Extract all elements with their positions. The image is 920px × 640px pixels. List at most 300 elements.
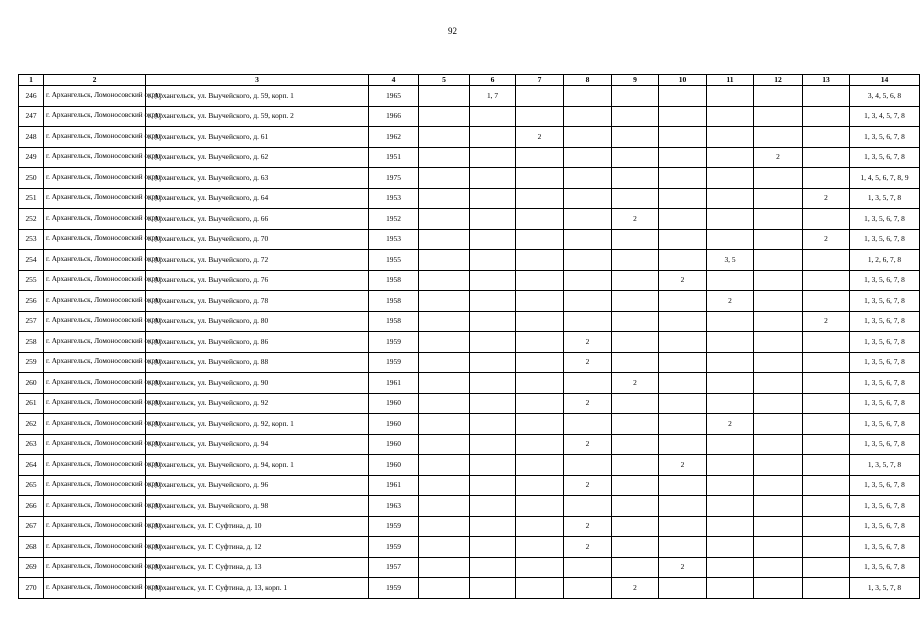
year-cell: 1963: [369, 496, 419, 517]
year-cell: 1962: [369, 127, 419, 148]
row-number-cell: 259: [19, 352, 44, 373]
table-row: [19, 475, 920, 496]
row-number-cell: 254: [19, 250, 44, 271]
table-row: [19, 168, 920, 189]
col-9-cell: [612, 332, 659, 353]
col-10-cell: [659, 106, 707, 127]
year-cell: 1961: [369, 475, 419, 496]
column-number-row: [19, 75, 920, 86]
col-9-cell: [612, 311, 659, 332]
housing-register-table: [18, 74, 920, 599]
year-cell: 1958: [369, 270, 419, 291]
district-cell: г. Архангельск, Ломоносовский округ: [44, 147, 146, 168]
year-cell: 1958: [369, 291, 419, 312]
col-8-cell: [564, 250, 612, 271]
col-7-cell: [516, 475, 564, 496]
table-row: [19, 106, 920, 127]
col-7-cell: [516, 311, 564, 332]
table-row: [19, 414, 920, 435]
col-8-cell: [564, 373, 612, 394]
col-8-cell: [564, 291, 612, 312]
col-6-cell: [470, 434, 516, 455]
col-13-cell: [803, 537, 850, 558]
row-number-cell: 265: [19, 475, 44, 496]
col-11-cell: [707, 229, 754, 250]
district-cell: г. Архангельск, Ломоносовский округ: [44, 537, 146, 558]
col-9-cell: [612, 393, 659, 414]
col-11-cell: [707, 557, 754, 578]
col-5-cell: [419, 209, 470, 230]
col-5-cell: [419, 291, 470, 312]
col-14-cell: 1, 3, 5, 6, 7, 8: [850, 311, 920, 332]
col-13-cell: [803, 127, 850, 148]
table-row: [19, 352, 920, 373]
address-cell: г. Архангельск, ул. Выучейского, д. 96: [146, 475, 369, 496]
col-5-cell: [419, 475, 470, 496]
col-11-cell: 3, 5: [707, 250, 754, 271]
row-number-cell: 260: [19, 373, 44, 394]
row-number-cell: 253: [19, 229, 44, 250]
district-cell: г. Архангельск, Ломоносовский округ: [44, 250, 146, 271]
col-13-cell: [803, 352, 850, 373]
col-7-cell: [516, 332, 564, 353]
col-11-cell: [707, 147, 754, 168]
col-6-cell: [470, 127, 516, 148]
col-8-cell: [564, 270, 612, 291]
table-row: [19, 270, 920, 291]
col-5-cell: [419, 393, 470, 414]
col-6-cell: [470, 373, 516, 394]
col-6-cell: [470, 455, 516, 476]
col-6-cell: [470, 270, 516, 291]
col-10-cell: [659, 86, 707, 107]
row-number-cell: 266: [19, 496, 44, 517]
col-10-cell: [659, 311, 707, 332]
address-cell: г. Архангельск, ул. Выучейского, д. 59, корп. 2: [146, 106, 369, 127]
col-7-cell: [516, 557, 564, 578]
address-cell: г. Архангельск, ул. Выучейского, д. 64: [146, 188, 369, 209]
col-10-cell: [659, 516, 707, 537]
col-10-cell: [659, 229, 707, 250]
col-6-cell: [470, 393, 516, 414]
col-14-cell: 1, 3, 5, 6, 7, 8: [850, 373, 920, 394]
row-number-cell: 248: [19, 127, 44, 148]
column-header: 13: [803, 75, 850, 86]
table-row: [19, 250, 920, 271]
col-10-cell: [659, 537, 707, 558]
col-12-cell: [754, 578, 803, 599]
column-header: 3: [146, 75, 369, 86]
col-12-cell: [754, 311, 803, 332]
col-8-cell: [564, 229, 612, 250]
col-9-cell: [612, 147, 659, 168]
col-10-cell: [659, 147, 707, 168]
col-9-cell: [612, 496, 659, 517]
year-cell: 1957: [369, 557, 419, 578]
col-6-cell: [470, 106, 516, 127]
col-12-cell: [754, 332, 803, 353]
col-14-cell: 1, 4, 5, 6, 7, 8, 9: [850, 168, 920, 189]
col-7-cell: [516, 352, 564, 373]
col-9-cell: [612, 229, 659, 250]
address-cell: г. Архангельск, ул. Выучейского, д. 98: [146, 496, 369, 517]
col-7-cell: [516, 455, 564, 476]
col-14-cell: 1, 3, 5, 6, 7, 8: [850, 414, 920, 435]
table-row: [19, 332, 920, 353]
col-14-cell: 1, 3, 5, 6, 7, 8: [850, 557, 920, 578]
row-number-cell: 269: [19, 557, 44, 578]
col-5-cell: [419, 414, 470, 435]
col-12-cell: [754, 393, 803, 414]
col-14-cell: 1, 3, 5, 6, 7, 8: [850, 270, 920, 291]
col-8-cell: [564, 86, 612, 107]
col-5-cell: [419, 537, 470, 558]
col-14-cell: 3, 4, 5, 6, 8: [850, 86, 920, 107]
col-10-cell: [659, 578, 707, 599]
row-number-cell: 252: [19, 209, 44, 230]
col-10-cell: 2: [659, 557, 707, 578]
col-6-cell: [470, 496, 516, 517]
district-cell: г. Архангельск, Ломоносовский округ: [44, 291, 146, 312]
col-11-cell: [707, 311, 754, 332]
col-10-cell: [659, 291, 707, 312]
col-6-cell: [470, 332, 516, 353]
col-7-cell: [516, 373, 564, 394]
col-9-cell: 2: [612, 578, 659, 599]
col-14-cell: 1, 3, 5, 6, 7, 8: [850, 291, 920, 312]
col-6-cell: [470, 147, 516, 168]
col-8-cell: [564, 127, 612, 148]
col-14-cell: 1, 2, 6, 7, 8: [850, 250, 920, 271]
row-number-cell: 258: [19, 332, 44, 353]
row-number-cell: 256: [19, 291, 44, 312]
district-cell: г. Архангельск, Ломоносовский округ: [44, 393, 146, 414]
col-7-cell: [516, 393, 564, 414]
col-11-cell: [707, 475, 754, 496]
table-row: [19, 229, 920, 250]
col-11-cell: [707, 434, 754, 455]
district-cell: г. Архангельск, Ломоносовский округ: [44, 229, 146, 250]
address-cell: г. Архангельск, ул. Г. Суфтина, д. 13, корп. 1: [146, 578, 369, 599]
row-number-cell: 257: [19, 311, 44, 332]
district-cell: г. Архангельск, Ломоносовский округ: [44, 332, 146, 353]
col-13-cell: [803, 270, 850, 291]
row-number-cell: 264: [19, 455, 44, 476]
col-13-cell: [803, 106, 850, 127]
col-14-cell: 1, 3, 5, 6, 7, 8: [850, 475, 920, 496]
col-6-cell: [470, 537, 516, 558]
col-13-cell: [803, 250, 850, 271]
col-10-cell: [659, 352, 707, 373]
column-header: 12: [754, 75, 803, 86]
address-cell: г. Архангельск, ул. Выучейского, д. 86: [146, 332, 369, 353]
col-9-cell: [612, 537, 659, 558]
col-5-cell: [419, 188, 470, 209]
col-11-cell: [707, 209, 754, 230]
row-number-cell: 268: [19, 537, 44, 558]
district-cell: г. Архангельск, Ломоносовский округ: [44, 168, 146, 189]
district-cell: г. Архангельск, Ломоносовский округ: [44, 496, 146, 517]
col-13-cell: [803, 86, 850, 107]
year-cell: 1959: [369, 537, 419, 558]
col-10-cell: 2: [659, 270, 707, 291]
col-13-cell: [803, 557, 850, 578]
district-cell: г. Архангельск, Ломоносовский округ: [44, 557, 146, 578]
district-cell: г. Архангельск, Ломоносовский округ: [44, 106, 146, 127]
col-13-cell: [803, 455, 850, 476]
col-6-cell: [470, 209, 516, 230]
year-cell: 1965: [369, 86, 419, 107]
district-cell: г. Архангельск, Ломоносовский округ: [44, 86, 146, 107]
col-14-cell: 1, 3, 5, 7, 8: [850, 578, 920, 599]
col-14-cell: 1, 3, 5, 6, 7, 8: [850, 229, 920, 250]
col-5-cell: [419, 311, 470, 332]
col-12-cell: [754, 86, 803, 107]
address-cell: г. Архангельск, ул. Выучейского, д. 78: [146, 291, 369, 312]
col-14-cell: 1, 3, 5, 6, 7, 8: [850, 352, 920, 373]
col-10-cell: [659, 393, 707, 414]
col-7-cell: [516, 209, 564, 230]
col-14-cell: 1, 3, 5, 6, 7, 8: [850, 496, 920, 517]
col-11-cell: [707, 86, 754, 107]
table-row: [19, 209, 920, 230]
col-10-cell: [659, 373, 707, 394]
col-8-cell: [564, 168, 612, 189]
col-13-cell: [803, 209, 850, 230]
col-6-cell: 1, 7: [470, 86, 516, 107]
col-5-cell: [419, 352, 470, 373]
col-12-cell: [754, 106, 803, 127]
col-14-cell: 1, 3, 5, 6, 7, 8: [850, 209, 920, 230]
col-14-cell: 1, 3, 5, 6, 7, 8: [850, 434, 920, 455]
col-8-cell: 2: [564, 537, 612, 558]
col-7-cell: 2: [516, 127, 564, 148]
col-14-cell: 1, 3, 5, 6, 7, 8: [850, 516, 920, 537]
col-7-cell: [516, 188, 564, 209]
col-6-cell: [470, 229, 516, 250]
col-6-cell: [470, 188, 516, 209]
col-13-cell: 2: [803, 311, 850, 332]
col-5-cell: [419, 250, 470, 271]
year-cell: 1952: [369, 209, 419, 230]
col-7-cell: [516, 270, 564, 291]
table-row: [19, 496, 920, 517]
year-cell: 1953: [369, 229, 419, 250]
col-5-cell: [419, 496, 470, 517]
district-cell: г. Архангельск, Ломоносовский округ: [44, 414, 146, 435]
table-row: [19, 311, 920, 332]
year-cell: 1961: [369, 373, 419, 394]
column-header: 8: [564, 75, 612, 86]
col-14-cell: 1, 3, 4, 5, 7, 8: [850, 106, 920, 127]
col-6-cell: [470, 578, 516, 599]
col-12-cell: [754, 373, 803, 394]
address-cell: г. Архангельск, ул. Выучейского, д. 66: [146, 209, 369, 230]
district-cell: г. Архангельск, Ломоносовский округ: [44, 434, 146, 455]
col-9-cell: [612, 250, 659, 271]
col-7-cell: [516, 229, 564, 250]
row-number-cell: 263: [19, 434, 44, 455]
table-row: [19, 147, 920, 168]
col-9-cell: [612, 557, 659, 578]
col-13-cell: [803, 475, 850, 496]
address-cell: г. Архангельск, ул. Выучейского, д. 63: [146, 168, 369, 189]
col-8-cell: 2: [564, 332, 612, 353]
district-cell: г. Архангельск, Ломоносовский округ: [44, 188, 146, 209]
col-6-cell: [470, 414, 516, 435]
col-5-cell: [419, 147, 470, 168]
address-cell: г. Архангельск, ул. Выучейского, д. 70: [146, 229, 369, 250]
col-9-cell: 2: [612, 373, 659, 394]
year-cell: 1959: [369, 332, 419, 353]
col-11-cell: 2: [707, 414, 754, 435]
district-cell: г. Архангельск, Ломоносовский округ: [44, 270, 146, 291]
col-12-cell: [754, 455, 803, 476]
column-header: 7: [516, 75, 564, 86]
col-14-cell: 1, 3, 5, 6, 7, 8: [850, 537, 920, 558]
col-13-cell: [803, 332, 850, 353]
year-cell: 1959: [369, 516, 419, 537]
col-13-cell: [803, 414, 850, 435]
col-12-cell: [754, 127, 803, 148]
col-8-cell: 2: [564, 475, 612, 496]
table-row: [19, 188, 920, 209]
col-8-cell: [564, 496, 612, 517]
col-14-cell: 1, 3, 5, 6, 7, 8: [850, 147, 920, 168]
col-14-cell: 1, 3, 5, 6, 7, 8: [850, 127, 920, 148]
row-number-cell: 262: [19, 414, 44, 435]
col-6-cell: [470, 168, 516, 189]
col-8-cell: 2: [564, 352, 612, 373]
col-12-cell: [754, 557, 803, 578]
col-5-cell: [419, 332, 470, 353]
col-13-cell: [803, 578, 850, 599]
address-cell: г. Архангельск, ул. Выучейского, д. 88: [146, 352, 369, 373]
col-13-cell: 2: [803, 229, 850, 250]
col-10-cell: [659, 332, 707, 353]
col-7-cell: [516, 291, 564, 312]
table-row: [19, 291, 920, 312]
row-number-cell: 270: [19, 578, 44, 599]
col-12-cell: [754, 188, 803, 209]
col-9-cell: [612, 434, 659, 455]
column-header: 11: [707, 75, 754, 86]
row-number-cell: 251: [19, 188, 44, 209]
col-11-cell: [707, 332, 754, 353]
column-header: 1: [19, 75, 44, 86]
district-cell: г. Архангельск, Ломоносовский округ: [44, 373, 146, 394]
col-14-cell: 1, 3, 5, 6, 7, 8: [850, 393, 920, 414]
col-10-cell: [659, 188, 707, 209]
col-11-cell: [707, 393, 754, 414]
table-row: [19, 516, 920, 537]
col-9-cell: 2: [612, 209, 659, 230]
col-13-cell: [803, 291, 850, 312]
col-10-cell: [659, 414, 707, 435]
col-6-cell: [470, 475, 516, 496]
district-cell: г. Архангельск, Ломоносовский округ: [44, 516, 146, 537]
col-14-cell: 1, 3, 5, 7, 8: [850, 188, 920, 209]
col-7-cell: [516, 578, 564, 599]
col-12-cell: [754, 496, 803, 517]
col-12-cell: [754, 537, 803, 558]
column-header: 2: [44, 75, 146, 86]
col-14-cell: 1, 3, 5, 7, 8: [850, 455, 920, 476]
col-11-cell: [707, 106, 754, 127]
column-header: 14: [850, 75, 920, 86]
col-5-cell: [419, 229, 470, 250]
col-8-cell: 2: [564, 393, 612, 414]
col-11-cell: [707, 516, 754, 537]
table-row: [19, 127, 920, 148]
col-10-cell: [659, 168, 707, 189]
row-number-cell: 250: [19, 168, 44, 189]
col-12-cell: [754, 168, 803, 189]
col-9-cell: [612, 168, 659, 189]
col-9-cell: [612, 516, 659, 537]
year-cell: 1959: [369, 578, 419, 599]
col-7-cell: [516, 434, 564, 455]
col-11-cell: [707, 127, 754, 148]
address-cell: г. Архангельск, ул. Выучейского, д. 94, корп. 1: [146, 455, 369, 476]
address-cell: г. Архангельск, ул. Г. Суфтина, д. 10: [146, 516, 369, 537]
district-cell: г. Архангельск, Ломоносовский округ: [44, 311, 146, 332]
col-8-cell: [564, 311, 612, 332]
address-cell: г. Архангельск, ул. Выучейского, д. 72: [146, 250, 369, 271]
col-11-cell: [707, 578, 754, 599]
col-8-cell: [564, 455, 612, 476]
col-5-cell: [419, 434, 470, 455]
col-6-cell: [470, 352, 516, 373]
col-12-cell: [754, 434, 803, 455]
district-cell: г. Архангельск, Ломоносовский округ: [44, 352, 146, 373]
col-5-cell: [419, 86, 470, 107]
col-9-cell: [612, 414, 659, 435]
address-cell: г. Архангельск, ул. Г. Суфтина, д. 13: [146, 557, 369, 578]
year-cell: 1955: [369, 250, 419, 271]
col-7-cell: [516, 168, 564, 189]
district-cell: г. Архангельск, Ломоносовский округ: [44, 455, 146, 476]
col-6-cell: [470, 250, 516, 271]
col-12-cell: [754, 229, 803, 250]
col-11-cell: [707, 188, 754, 209]
col-5-cell: [419, 127, 470, 148]
table-row: [19, 537, 920, 558]
col-13-cell: [803, 168, 850, 189]
year-cell: 1951: [369, 147, 419, 168]
col-9-cell: [612, 106, 659, 127]
col-13-cell: [803, 434, 850, 455]
col-5-cell: [419, 557, 470, 578]
table-row: [19, 86, 920, 107]
column-header: 6: [470, 75, 516, 86]
col-5-cell: [419, 455, 470, 476]
col-11-cell: [707, 373, 754, 394]
col-11-cell: [707, 496, 754, 517]
col-6-cell: [470, 557, 516, 578]
col-13-cell: [803, 516, 850, 537]
col-12-cell: [754, 516, 803, 537]
district-cell: г. Архангельск, Ломоносовский округ: [44, 475, 146, 496]
year-cell: 1958: [369, 311, 419, 332]
table-row: [19, 434, 920, 455]
col-12-cell: [754, 414, 803, 435]
col-9-cell: [612, 475, 659, 496]
col-5-cell: [419, 373, 470, 394]
column-header: 10: [659, 75, 707, 86]
col-8-cell: 2: [564, 516, 612, 537]
row-number-cell: 261: [19, 393, 44, 414]
